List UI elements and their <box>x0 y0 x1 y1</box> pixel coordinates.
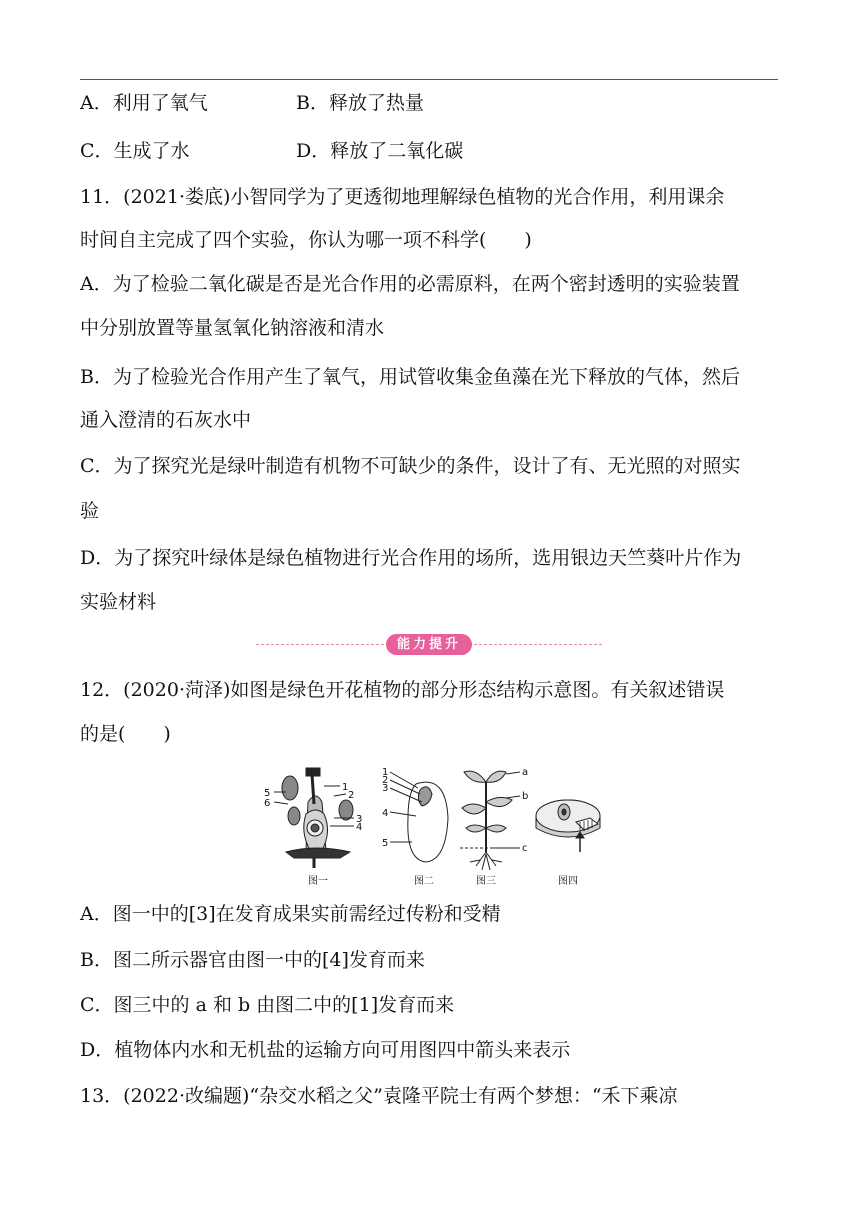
section-dash-right <box>474 644 602 645</box>
fig3-label-b: b <box>522 791 529 802</box>
fig2-label-4: 4 <box>382 808 389 819</box>
q11-option-a-line1: A．为了检验二氧化碳是否是光合作用的必需原料，在两个密封透明的实验装置 <box>80 273 740 295</box>
fig1-label-2: 2 <box>348 790 355 801</box>
q11-option-b-line1: B．为了检验光合作用产生了氧气，用试管收集金鱼藻在光下释放的气体，然后 <box>80 366 740 388</box>
fig2-label-5: 5 <box>382 838 389 849</box>
q11-option-b-line2: 通入澄清的石灰水中 <box>80 409 252 431</box>
fig2-seed <box>390 772 448 862</box>
section-dash-left <box>256 644 384 645</box>
fig3-label-a: a <box>522 767 529 778</box>
figure-captions <box>308 875 578 887</box>
q12-option-b: B．图二所示器官由图一中的[4]发育而来 <box>80 949 425 971</box>
fig1-label-6: 6 <box>264 798 271 809</box>
fig1-label-5: 5 <box>264 788 271 799</box>
plant-structure-svg <box>250 762 610 888</box>
q12-stem-line2: 的是( ) <box>80 723 171 745</box>
header-rule <box>80 79 778 80</box>
section-label: 能力提升 <box>386 634 472 655</box>
q12-option-d: D．植物体内水和无机盐的运输方向可用图四中箭头来表示 <box>80 1039 571 1061</box>
plant-structure-figure <box>250 762 610 888</box>
q10-option-c: C．生成了水 <box>80 140 190 162</box>
q11-option-c-line2: 验 <box>80 500 100 522</box>
fig3-seedling <box>460 771 520 870</box>
q11-option-c-line1: C．为了探究光是绿叶制造有机物不可缺少的条件，设计了有、无光照的对照实 <box>80 455 741 477</box>
q13-stem-line1: 13．(2022·改编题)“杂交水稻之父”袁隆平院士有两个梦想：“禾下乘凉 <box>80 1085 678 1107</box>
section-divider <box>256 633 602 657</box>
q11-option-d-line1: D．为了探究叶绿体是绿色植物进行光合作用的场所，选用银边天竺葵叶片作为 <box>80 547 742 569</box>
q12-option-a: A．图一中的[3]在发育成果实前需经过传粉和受精 <box>80 903 501 925</box>
q12-option-c: C．图三中的 a 和 b 由图二中的[1]发育而来 <box>80 994 455 1016</box>
fig1-label-1: 1 <box>342 782 349 793</box>
q11-option-d-line2: 实验材料 <box>80 591 157 613</box>
q12-stem-line1: 12．(2020·菏泽)如图是绿色开花植物的部分形态结构示意图。有关叙述错误 <box>80 679 725 701</box>
caption-fig3: 图三 <box>476 876 496 887</box>
caption-fig4: 图四 <box>558 876 578 887</box>
fig3-label-c: c <box>522 843 528 854</box>
fig1-label-4: 4 <box>356 822 363 833</box>
fig1-label-3: 3 <box>356 814 363 825</box>
fig3-labels <box>522 767 528 854</box>
fig4-stem-section <box>536 800 600 852</box>
q11-option-a-line2: 中分别放置等量氢氧化钠溶液和清水 <box>80 317 385 339</box>
q10-option-a: A．利用了氧气 <box>80 92 208 114</box>
fig2-label-3: 3 <box>382 783 389 794</box>
fig2-label-2: 2 <box>382 775 389 786</box>
q10-option-b: B．释放了热量 <box>296 92 424 114</box>
q11-stem-line2: 时间自主完成了四个实验，你认为哪一项不科学( ) <box>80 229 532 251</box>
q10-option-d: D．释放了二氧化碳 <box>296 140 464 162</box>
fig2-label-1: 1 <box>382 767 389 778</box>
caption-fig1: 图一 <box>308 876 328 887</box>
q11-stem-line1: 11．(2021·娄底)小智同学为了更透彻地理解绿色植物的光合作用，利用课余 <box>80 186 725 208</box>
fig2-labels <box>382 767 388 849</box>
caption-fig2: 图二 <box>414 876 434 887</box>
